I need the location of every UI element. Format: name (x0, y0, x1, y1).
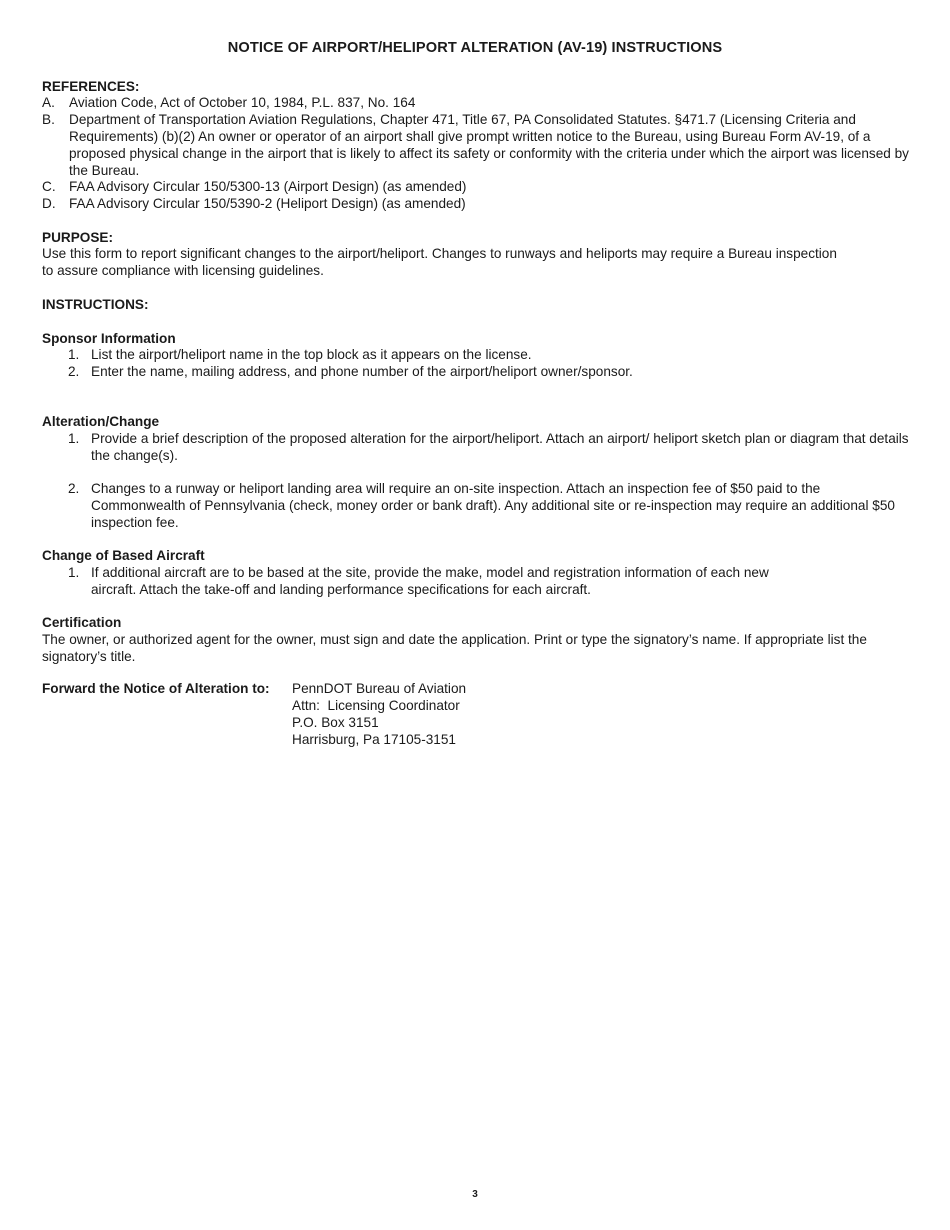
list-item (68, 363, 913, 380)
list-item (68, 430, 913, 464)
reference-text: FAA Advisory Circular 150/5390-2 (Heliport Design) (as amended) (69, 196, 466, 211)
page-title: NOTICE OF AIRPORT/HELIPORT ALTERATION (AV-19) INSTRUCTIONS (227, 40, 723, 56)
reference-item (42, 94, 912, 111)
reference-text: Department of Transportation Aviation Regulations, Chapter 471, Title 67, PA Consolidated Statutes. §471.7 (Licensing Criteria and Requirements) (b)(2) An owner or operator of an airport shall give prompt written notice to the Bureau, using Bureau Form AV-19, of a proposed physical change in the airport that is likely to affect its safety or conformity with the criteria under which the airport was licensed by the Bureau. (69, 112, 909, 178)
instructions-heading: INSTRUCTIONS: (42, 297, 149, 312)
page-number: 3 (472, 1189, 478, 1200)
list-item (68, 564, 913, 598)
address-line: Attn: Licensing Coordinator (292, 698, 460, 713)
reference-text: Aviation Code, Act of October 10, 1984, P.L. 837, No. 164 (69, 95, 416, 110)
purpose-text-line: to assure compliance with licensing guidelines. (42, 263, 324, 278)
reference-item (42, 111, 912, 179)
certification-heading: Certification (42, 615, 122, 630)
sponsor-information-heading: Sponsor Information (42, 331, 176, 346)
mailing-address (292, 680, 466, 748)
reference-item (42, 178, 912, 195)
item-text-line: If additional aircraft are to be based at the site, provide the make, model and registration information of each new (91, 565, 769, 580)
forward-label: Forward the Notice of Alteration to: (42, 681, 270, 696)
reference-item (42, 195, 912, 212)
address-line: PennDOT Bureau of Aviation (292, 681, 467, 696)
reference-letter: B. (42, 112, 55, 127)
reference-letter: C. (42, 179, 56, 194)
purpose-text-line: Use this form to report significant changes to the airport/heliport. Changes to runways and heliports may require a Bureau inspection (42, 246, 837, 261)
address-line: Harrisburg, Pa 17105-3151 (292, 732, 456, 747)
references-heading: REFERENCES: (42, 79, 140, 94)
purpose-heading: PURPOSE: (42, 230, 114, 245)
item-number: 1. (68, 431, 80, 446)
alteration-change-heading: Alteration/Change (42, 414, 160, 429)
reference-text: FAA Advisory Circular 150/5300-13 (Airport Design) (as amended) (69, 179, 467, 194)
reference-letter: A. (42, 95, 55, 110)
reference-letter: D. (42, 196, 56, 211)
item-text-line: aircraft. Attach the take-off and landing performance specifications for each aircraft. (91, 582, 591, 597)
item-number: 2. (68, 481, 80, 496)
certification-text: The owner, or authorized agent for the owner, must sign and date the application. Print or type the signatory’s name. If appropriate list the signatory’s title. (42, 632, 867, 664)
item-text: Provide a brief description of the proposed alteration for the airport/heliport. Attach an airport/ heliport sketch plan or diagram that details the change(s). (91, 431, 909, 463)
list-item (68, 346, 913, 363)
item-text: Enter the name, mailing address, and phone number of the airport/heliport owner/sponsor. (91, 364, 633, 379)
list-item (68, 480, 913, 531)
item-number: 1. (68, 565, 80, 580)
address-line: P.O. Box 3151 (292, 715, 379, 730)
item-text: List the airport/heliport name in the top block as it appears on the license. (91, 347, 532, 362)
item-number: 1. (68, 347, 80, 362)
item-number: 2. (68, 364, 80, 379)
based-aircraft-heading: Change of Based Aircraft (42, 548, 205, 563)
item-text: Changes to a runway or heliport landing area will require an on-site inspection. Attach an inspection fee of $50 paid to the Commonwealth of Pennsylvania (check, money order or bank draft). Any additional site or re-inspection may require an additional $50 inspection fee. (91, 481, 895, 530)
